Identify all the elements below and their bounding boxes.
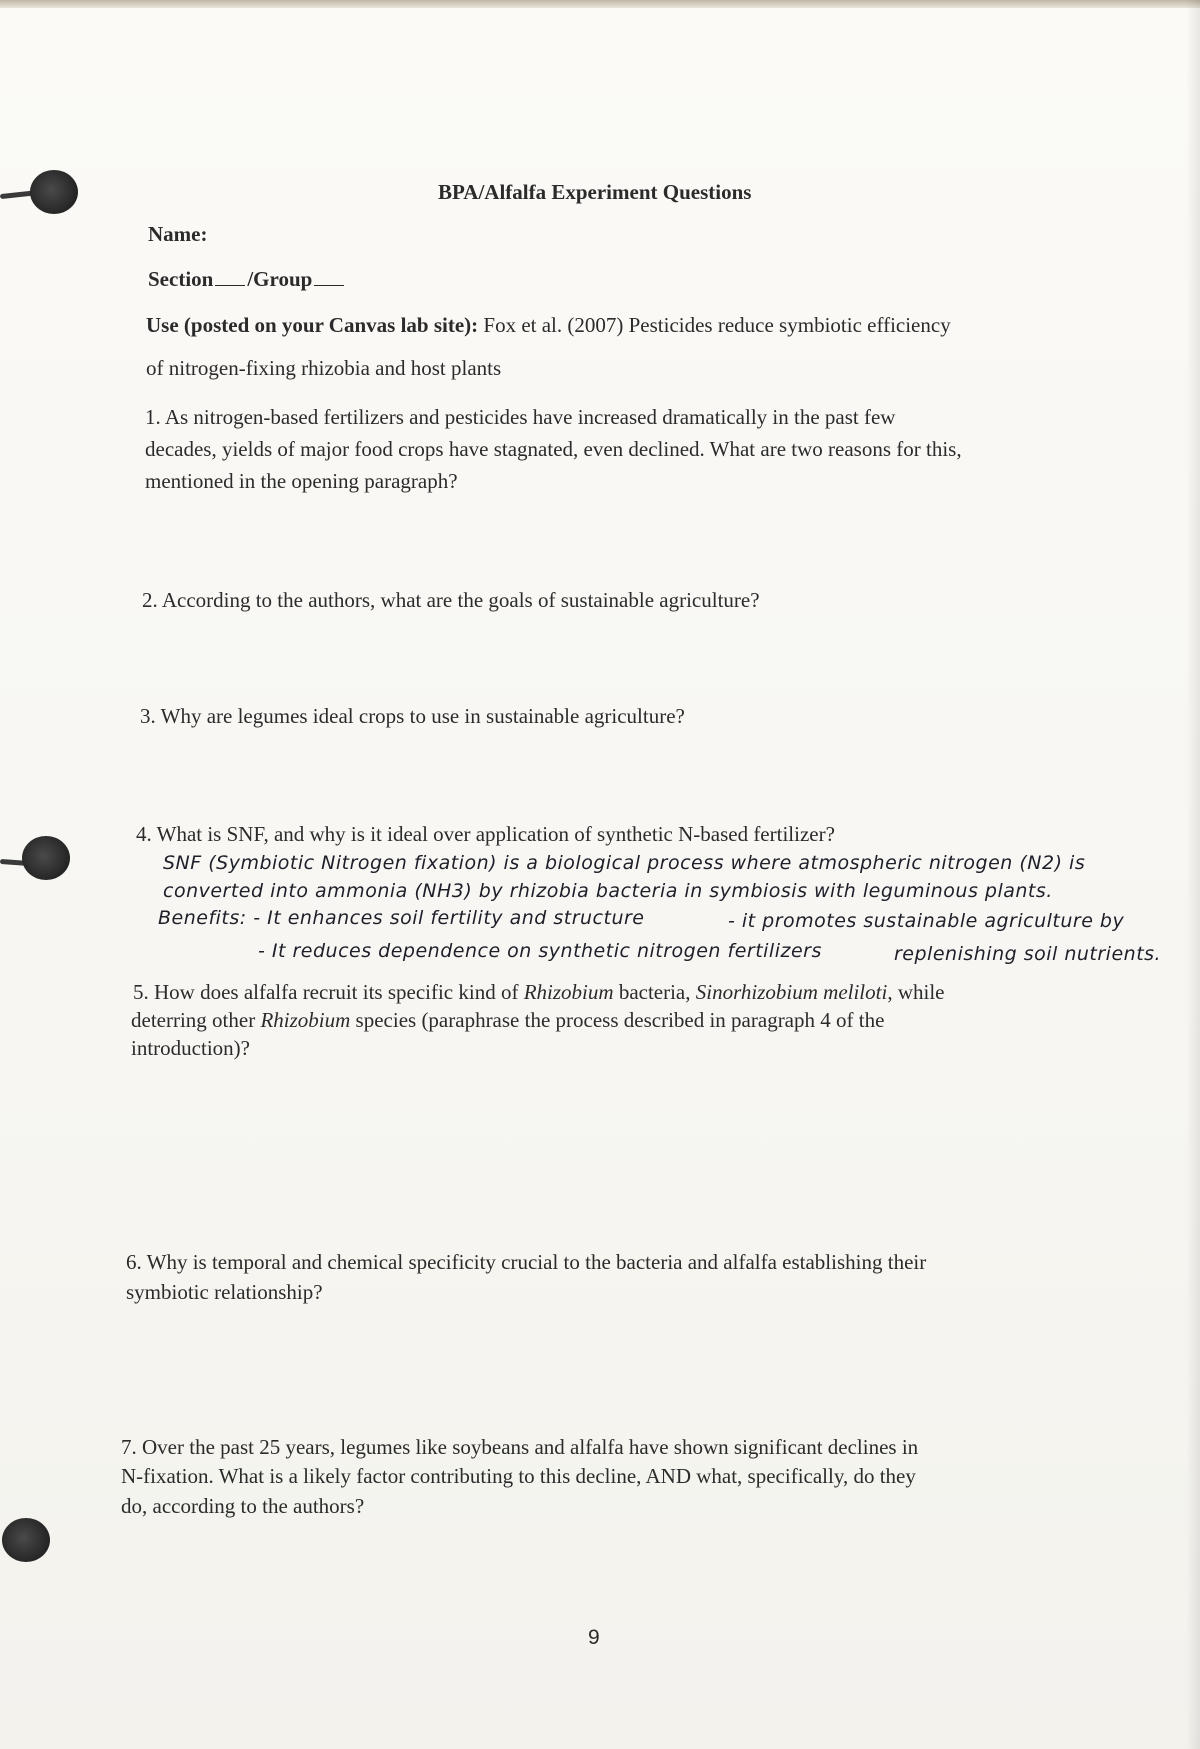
question-2: 2. According to the authors, what are the goals of sustainable agriculture?	[142, 588, 760, 612]
name-label: Name:	[148, 222, 208, 246]
section-blank[interactable]	[215, 269, 245, 286]
use-reference: Fox et al. (2007) Pesticides reduce symbiotic efficiency	[483, 313, 951, 337]
paper-right-shadow	[1186, 0, 1200, 1749]
question-7-line-1: 7. Over the past 25 years, legumes like soybeans and alfalfa have shown significant declines in	[121, 1435, 919, 1459]
page-title: BPA/Alfalfa Experiment Questions	[438, 180, 752, 204]
q5-text: 5. How does alfalfa recruit its specific kind of	[133, 980, 524, 1004]
handwritten-answer-line-1: SNF (Symbiotic Nitrogen fixation) is a biological process where atmospheric nitrogen (N2) is	[163, 852, 1086, 874]
binder-hole-top	[30, 170, 78, 214]
question-6-line-1: 6. Why is temporal and chemical specificity crucial to the bacteria and alfalfa establishing their	[126, 1250, 927, 1274]
question-1-line-2: decades, yields of major food crops have stagnated, even declined. What are two reasons for this,	[145, 437, 962, 461]
q5-species: Sinorhizobium meliloti	[695, 980, 888, 1004]
handwritten-answer-line-4: - it promotes sustainable agriculture by	[728, 910, 1125, 932]
question-5-line-2	[131, 1008, 884, 1033]
use-reference-cont: of nitrogen-fixing rhizobia and host plants	[146, 356, 502, 380]
question-1-line-3: mentioned in the opening paragraph?	[145, 469, 458, 493]
group-blank[interactable]	[314, 269, 344, 286]
handwritten-answer-line-5: - It reduces dependence on synthetic nitrogen fertilizers	[258, 940, 822, 962]
q5-text: species (paraphrase the process described in paragraph 4 of the	[350, 1008, 885, 1032]
question-3: 3. Why are legumes ideal crops to use in sustainable agriculture?	[140, 704, 685, 728]
question-5-line-3: introduction)?	[131, 1036, 250, 1060]
q5-text: deterring other	[131, 1008, 261, 1032]
group-label: /Group	[247, 267, 313, 291]
question-5-line-1	[133, 980, 944, 1005]
q5-text: bacteria,	[613, 980, 696, 1004]
question-6-line-2: symbiotic relationship?	[126, 1280, 323, 1304]
q5-genus: Rhizobium	[260, 1008, 351, 1032]
paper-top-edge	[0, 0, 1200, 8]
handwritten-answer-line-6: replenishing soil nutrients.	[894, 943, 1162, 965]
use-line	[146, 313, 951, 338]
handwritten-answer-line-2: converted into ammonia (NH3) by rhizobia bacteria in symbiosis with leguminous plants.	[163, 880, 1053, 902]
question-1-line-1: 1. As nitrogen-based fertilizers and pesticides have increased dramatically in the past few	[145, 405, 896, 429]
section-label: Section	[148, 267, 214, 291]
use-label: Use (posted on your Canvas lab site):	[146, 313, 479, 337]
q5-text: , while	[887, 980, 945, 1004]
question-4: 4. What is SNF, and why is it ideal over application of synthetic N-based fertilizer?	[136, 822, 835, 846]
question-7-line-2: N-fixation. What is a likely factor contributing to this decline, AND what, specifically, do they	[121, 1464, 916, 1488]
q5-genus: Rhizobium	[523, 980, 614, 1004]
binder-hole-bottom	[2, 1518, 50, 1562]
handwritten-answer-line-3: Benefits: - It enhances soil fertility and structure	[158, 907, 645, 929]
page-number: 9	[588, 1626, 600, 1649]
question-7-line-3: do, according to the authors?	[121, 1494, 365, 1518]
binder-hole-middle	[22, 836, 70, 880]
section-group-line	[148, 267, 346, 292]
